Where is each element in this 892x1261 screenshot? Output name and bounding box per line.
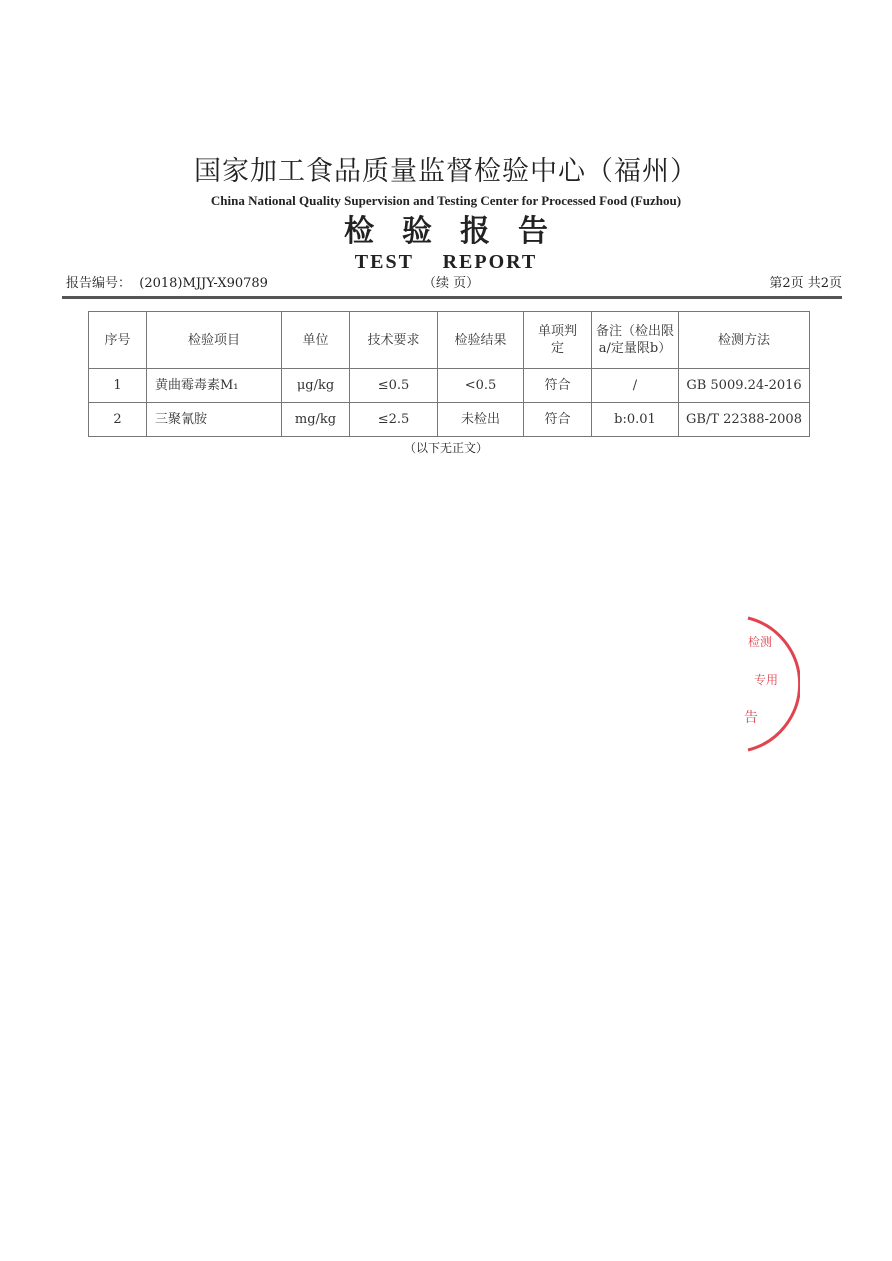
official-seal-stamp [720, 612, 800, 757]
cell-method: GB 5009.24-2016 [679, 369, 810, 403]
svg-text:检测: 检测 [748, 635, 773, 649]
cell-requirement: ≤2.5 [350, 403, 438, 437]
cell-judgement: 符合 [524, 403, 592, 437]
header-divider [62, 296, 842, 299]
report-number [66, 276, 268, 292]
svg-text:专用: 专用 [754, 673, 779, 687]
report-meta [66, 276, 842, 292]
cell-remark: / [592, 369, 679, 403]
header-cell: 单位 [282, 312, 350, 369]
header-cell: 检测方法 [679, 312, 810, 369]
cell-remark: b:0.01 [592, 403, 679, 437]
continued-label: （续 页） [423, 276, 480, 291]
cell-item: 黄曲霉毒素M₁ [147, 369, 282, 403]
organization-name-cn: 国家加工食品质量监督检验中心（福州） [194, 156, 698, 187]
svg-text:告: 告 [744, 710, 758, 726]
cell-result: 未检出 [438, 403, 524, 437]
table-row [89, 369, 810, 403]
table-header-row [89, 312, 810, 369]
header-cell: 单项判定 [524, 312, 592, 369]
report-number-label: 报告编号： [66, 276, 132, 291]
cell-unit: μg/kg [282, 369, 350, 403]
end-note: （以下无正文） [403, 441, 488, 455]
cell-index: 2 [89, 403, 147, 437]
cell-result: <0.5 [438, 369, 524, 403]
header-cell: 备注（检出限a/定量限b） [592, 312, 679, 369]
organization-name-en: China National Quality Supervision and Testing Center for Processed Food (Fuzhou) [210, 193, 682, 208]
cell-requirement: ≤0.5 [350, 369, 438, 403]
header-cell: 检验结果 [438, 312, 524, 369]
report-title-cn: 检验报告 [344, 214, 576, 249]
cell-unit: mg/kg [282, 403, 350, 437]
results-table [88, 311, 810, 437]
cell-method: GB/T 22388-2008 [679, 403, 810, 437]
header-cell: 序号 [89, 312, 147, 369]
page-info: 第2页 共2页 [769, 276, 842, 291]
header-cell: 技术要求 [350, 312, 438, 369]
table-row [89, 403, 810, 437]
cell-judgement: 符合 [524, 369, 592, 403]
cell-index: 1 [89, 369, 147, 403]
header-cell: 检验项目 [147, 312, 282, 369]
report-title-en: TEST REPORT [354, 251, 538, 273]
report-number-value: (2018)MJJY-X90789 [139, 276, 268, 291]
cell-item: 三聚氰胺 [147, 403, 282, 437]
